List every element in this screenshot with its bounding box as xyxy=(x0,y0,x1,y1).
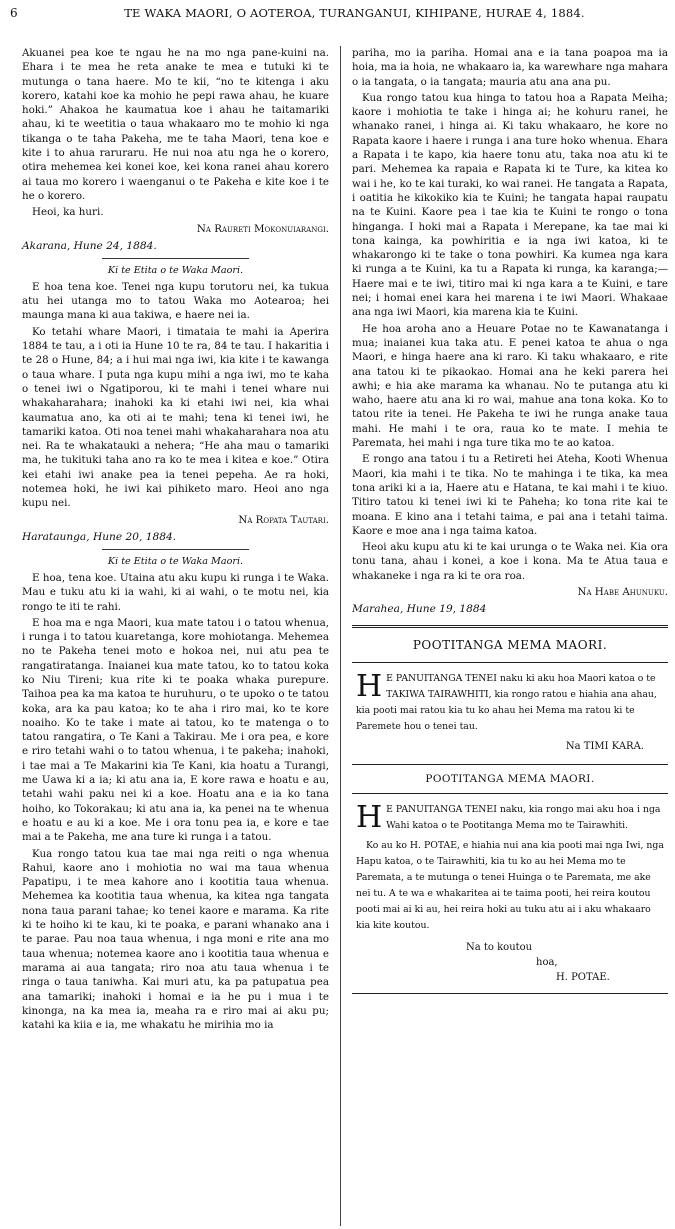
double-rule xyxy=(352,625,668,628)
letter1-paragraph: Akuanei pea koe te ngau he na mo nga pane-kuini na. Ehara i te mea he reta anake te mea e tutuki ki te mutunga o tana haere. Mo te kii, “no te kitenga i aku korero, katahi koe ka mohio he pepi rawa ahau, he kuare hoki.” Ahakoa he kaumatua koe i ahau he taitamariki ahau, ki te weetitia o taua whakaaro mo te mohio ki nga tikanga o te taha Pakeha, me te taha Maori, tena koe e kite i to ahua raruraru. He nui noa atu nga he o korero, otira mehemea kei konei koe, kei kona ranei ahau korero ai taua mo korero i waenganui o te Pakeha e kite koe i te he o korero. xyxy=(22,47,329,202)
ad1-signature: Na TIMI KARA. xyxy=(565,741,644,753)
ad2-closing-1: Na to koutou xyxy=(466,942,533,954)
ad1-drop-cap: H xyxy=(356,669,383,705)
ad2-body: E PANUITANGA TENEI naku, kia rongo mai aku hoa i nga Wahi katoa o te Pootitanga Mema mo te Tairawhiti. xyxy=(386,804,661,832)
ad2-title: POOTITANGA MEMA MAORI. xyxy=(425,773,595,786)
letter1-place-date: Akarana, Hune 24, 1884. xyxy=(22,239,157,252)
ad2-body-2: Ko au ko H. POTAE, e hiahia nui ana kia pooti mai nga Iwi, nga Hapu katoa, o te Tairawhiti, kia tu ko au hei Mema mo te Paremata, a te mutunga o tenei Huinga o te Paremata, me ake nei tu. A te wa e whakaritea ai te taima pooti, hei reira koutou pooti mai ai ki au, hei reira hoki au tuku atu ai i aku whakaaro kia kite koutou. xyxy=(356,840,664,932)
ad1-title: POOTITANGA MEMA MAORI. xyxy=(412,638,608,653)
page-number: 6 xyxy=(10,6,18,20)
left-column xyxy=(22,46,329,1034)
letter3-place-date: Marahea, Hune 19, 1884 xyxy=(352,603,487,616)
letter3-paragraph-4: Kua rongo tatou kua hinga to tatou hoa a Rapata Meiha; kaore i mohiotia te take i hinga ai; he kohuru ranei, he whanako ranei, i hinga ai. Ki taku whakaaro, he kore no Rapata kaore i haere i runga i ana ture hoko whenua. Ehara a Rapata i te kapo, kia haere tonu atu, taka noa atu ki te pari. Mehemea ka rapaia e Rapata ki te Ture, ka kitea ko wai i he, ko te kai turaki, ko wai ranei. He tangata a Rapata, i oatitia he kikokiko kia te Kuini; he tangata hapai raupatu na te Kuini. Kaore pea i tae kia te Kuini te rongo o tona hinganga. I hoki mai a Rapata i Merepane, ka tae mai ki tona kainga, ka powhiritia e ia nga iwi katoa, ki te whakarongo ki te take o tona powhiri. Ka kumea nga kara ki runga a te Kuini, ka tu a Rapata ki runga, ka karanga;— Haere mai e te iwi, titiro mai ki nga kara a te Kuini, e tare nei; i homai enei kara hei marena i te iwi Maori. Whakaae ana nga iwi Maori, kia marena kia te Kuini. xyxy=(352,91,668,319)
separator-rule xyxy=(102,549,249,550)
letter3-continued-paragraph: pariha, mo ia pariha. Homai ana e ia tana poapoa ma ia hoia, ma ia hoia, ne whakaaro ia, ka warewhare nga mahara o ia tangata, o ia tangata; mauria atu ana ana pu. xyxy=(352,47,668,88)
letter3-paragraph-6: E rongo ana tatou i tu a Retireti hei Ateha, Kooti Whenua Maori, kia mahi i te tika. No te mahinga i te tika, ka mea tona ariki ki a ia, Haere atu e Hatana, te kai mahi i te kiuo. Titiro tatou ki tenei iwi ki te Paheha; ko tona rite kai te moana. E kino ana i tetahi taima, e pai ana i tetahi taima. Kaore e moe ana i nga taima katoa. xyxy=(352,453,668,537)
ad2-signature: H. POTAE. xyxy=(556,972,610,984)
letter3-paragraph-1: E hoa, tena koe. Utaina atu aku kupu ki runga i te Waka. Mau e tuku atu ki ia wahi, ki ai wahi, o te motu nei, kia rongo te iti te rahi. xyxy=(22,571,329,613)
letter1-closing: Heoi, ka huri. xyxy=(32,206,104,219)
masthead-title: TE WAKA MAORI, O AOTEROA, TURANGANUI, KIHIPANE, HURAE 4, 1884. xyxy=(124,6,585,20)
letter2-salutation-heading: Ki te Etita o te Waka Maori. xyxy=(107,264,244,276)
ad2-drop-cap: H xyxy=(356,800,383,836)
letter3-signature: Na Habe Ahunuku. xyxy=(577,585,668,598)
letter3-paragraph-2: E hoa ma e nga Maori, kua mate tatou i o tatou whenua, i runga i to tatou kuaretanga, kore mohiotanga. Mehemea no te Pakeha tenei moto e hokoa nei, nui atu pea te rangatiratanga. Inaianei kua mate tatou, ko to tatou koka ko Niu Tireni; kua rite ki te poaka whaka purepure. Taihoa pea ka ma katoa te huruhuru, o te upoko o te tatou koka, ara ka pau katoa; ko te aha i riro mai, ko te kore noaiho. Ko te take i mate ai tatou, ko te matenga o to tatou rangatira, o Te Kani a Takirau. Me i ora pea, e kore e riro tetahi wahi o to tatou whenua, i te pakeha; inahoki, i tae mai a Te Makarini kia Te Kani, kia hoatu a Turangi, me Uawa ki a ia; ki atu ana ia, E kore rawa e hoatu e au, tetahi wahi paku nei ki a koe. Hoatu ana e ia ko tana hoiho, ko Tokorakau; ki atu ana ia, ka penei na te whenua e hoatu e au ki a koe. Me i ora tonu pea ia, e kore e tae mai a te Pakeha, me ana ture ki runga i a tatou. xyxy=(22,616,329,844)
ad1-body: E PANUITANGA TENEI naku ki aku hoa Maori katoa o te TAKIWA TAIRAWHITI, kia rongo ratou e hiahia ana ahau, kia pooti mai ratou kia tu ko ahau hei Mema ma ratou ki te Paremete hou o tenei tau. xyxy=(356,673,657,733)
letter2-paragraph-2: Ko tetahi whare Maori, i timataia te mahi ia Aperira 1884 te tau, a i oti ia Hune 10 te ra, 84 te tau. I hakaritia i te 28 o Hune, 84; a i hui mai nga iwi, kia kite i te kawanga o taua whare. I puta nga kupu mihi a nga iwi, mo te kaha o tenei iwi o Ngatiporou, ki te mahi i tenei whare nui whakaharahara; inahoki ka ki etahi iwi nei, kia whai kaumatua ano, ka oti ai te mahi; tena ki tenei iwi, he tamariki katoa. Oti noa tenei mahi whakaharahara noa atu nei. Ra te whakatauki a nehera; “He aha mau o tamariki ma, he tukituki taha ano ra ko te mea i kitea e koe.” Otira kei etahi iwi anake pea ia tenei pepeha. Ae ra hoki, notemea hoki, he iwi kai pihiketo maro. Heoi ano nga kupu nei. xyxy=(22,325,329,510)
letter3-paragraph-3: Kua rongo tatou kua tae mai nga reiti o nga whenua Rahui, kaore ano i mohiotia no wai ma taua whenua Papatipu, i te mea kahore ano i kootitia taua whenua. Mehemea ka kootitia taua whenua, ka kitea nga tangata nona taua parani tahae; ko tenei kaore e marama. Ka rite ki te hoiho ki te kau, ki te poaka, e parani whanako ana i te parae. Pau noa taua whenua, i nga moni e rite ana mo taua whenua; notemea kaore ano i kootitia taua whenua e marama ai aua tangata; riro noa atu taua whenua i te ringa o taua taniwha. Kai muri atu, ka pa patupatua pea ana tamariki; inahoki i homai e ia he pu i mua i te kinonga, na ka mea ia, meaha ra e riro mai ai aku pu; katahi ka kiia e ia, me whakatu he mirihia mo ia xyxy=(22,847,329,1032)
letter3-paragraph-5: He hoa aroha ano a Heuare Potae no te Kawanatanga i mua; inaianei kua taka atu. E penei katoa te ahua o nga Maori, e hinga haere ana ki raro. Ki taku whakaaro, e rite ana tatou ki te pikaokao. Homai ana he keki parera hei awhi; e hia ake marama ka whanau. No te putanga atu ki waho, haere atu ana ki ro wai, mahue ana tona koka. Ko to tatou rite ia tenei. He Pakeha te iwi he runga anake taua mahi. He mahi i te ora, raua ko te mate. I mehia te Paremata, hei mahi i nga ture tika mo te ao katoa. xyxy=(352,322,668,450)
letter3-paragraph-7: Heoi aku kupu atu ki te kai urunga o te Waka nei. Kia ora tonu tana, ahau i konei, a koe i kona. Ma te Atua taua e whakaneke i nga ra ki te ora roa. xyxy=(352,541,668,582)
column-divider xyxy=(340,46,341,1226)
letter2-paragraph-1: E hoa tena koe. Tenei nga kupu torutoru nei, ka tukua atu hei utanga mo to tatou Waka mo Aotearoa; hei maunga mana ki aua takiwa, e haere nei ia. xyxy=(22,280,329,322)
separator-rule xyxy=(102,258,249,259)
letter3-salutation-heading: Ki te Etita o te Waka Maori. xyxy=(107,555,244,567)
letter1-signature: Na Raureti Mokonuiarangi. xyxy=(196,222,329,235)
right-column xyxy=(352,46,668,1002)
letter2-signature: Na Ropata Tautari. xyxy=(238,513,329,526)
page-header xyxy=(0,0,675,26)
ad2-notice xyxy=(352,793,668,994)
ad2-closing-2: hoa, xyxy=(536,957,558,969)
letter2-place-date: Harataunga, Hune 20, 1884. xyxy=(22,530,177,543)
ad1-notice xyxy=(352,662,668,765)
